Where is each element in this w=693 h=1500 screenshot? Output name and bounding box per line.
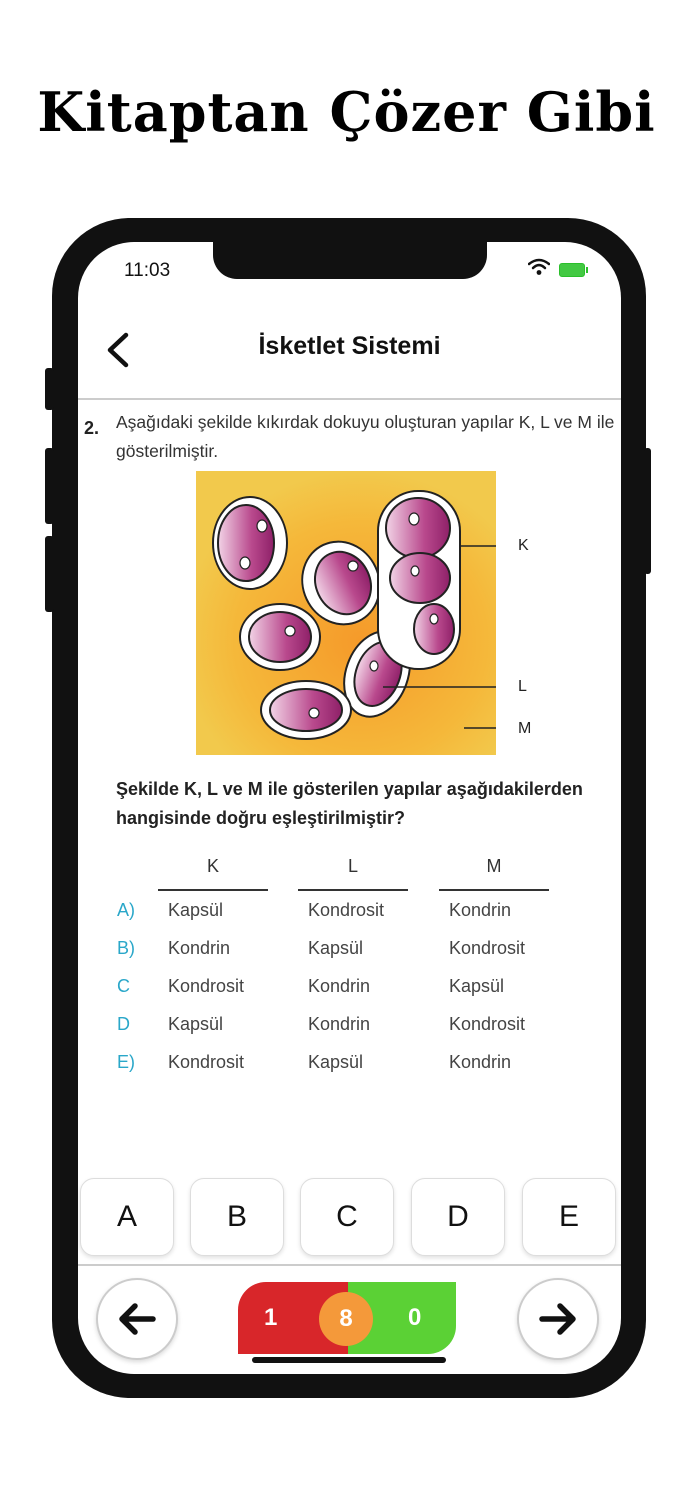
status-time: 11:03 xyxy=(124,260,171,281)
column-header-l: L xyxy=(347,856,358,876)
volume-up-button xyxy=(45,448,54,524)
column-header-k: K xyxy=(206,856,219,876)
option-letter: A) xyxy=(117,900,135,920)
correct-count: 0 xyxy=(408,1304,422,1331)
answer-button-a[interactable]: A xyxy=(80,1178,174,1256)
option-letter: B) xyxy=(117,938,135,958)
option-cell-k: Kondrin xyxy=(168,938,231,958)
power-button xyxy=(644,448,651,574)
figure-label-l: L xyxy=(518,678,527,695)
volume-down-button xyxy=(45,536,54,612)
header-divider xyxy=(78,398,621,400)
home-indicator xyxy=(252,1357,446,1363)
column-underline xyxy=(298,889,408,891)
next-question-button[interactable] xyxy=(517,1278,599,1360)
option-cell-k: Kondrosit xyxy=(168,1052,245,1072)
figure-label-k: K xyxy=(518,537,529,554)
question-text: Aşağıdaki şekilde kıkırdak dokuyu oluşturan yapılar K, L ve M ile gösterilmiştir. xyxy=(116,412,615,461)
answer-button-b[interactable]: B xyxy=(190,1178,284,1256)
wrong-count: 1 xyxy=(264,1304,278,1331)
answer-button-e[interactable]: E xyxy=(522,1178,616,1256)
app-screen xyxy=(78,242,621,1374)
mute-switch xyxy=(45,368,54,410)
battery-icon xyxy=(559,263,585,277)
option-cell-m: Kondrosit xyxy=(449,938,526,958)
option-cell-k: Kapsül xyxy=(168,900,224,920)
column-underline xyxy=(158,889,268,891)
option-cell-l: Kondrin xyxy=(308,1014,371,1034)
option-cell-l: Kondrin xyxy=(308,976,371,996)
option-letter: E) xyxy=(117,1052,135,1072)
column-underline xyxy=(439,889,549,891)
option-cell-l: Kapsül xyxy=(308,1052,364,1072)
question-prompt: Şekilde K, L ve M ile gösterilen yapılar aşağıdakilerden hangisinde doğru eşleştirilmiştir? xyxy=(116,779,583,828)
option-cell-l: Kondrosit xyxy=(308,900,385,920)
previous-question-button[interactable] xyxy=(96,1278,178,1360)
figure-label-m: M xyxy=(518,720,532,737)
option-cell-l: Kapsül xyxy=(308,938,364,958)
footer-divider xyxy=(78,1264,621,1266)
column-header-m: M xyxy=(486,856,502,876)
remaining-count: 8 xyxy=(319,1292,373,1346)
promo-headline: Kitaptan Çözer Gibi xyxy=(37,80,656,144)
option-cell-m: Kondrin xyxy=(449,1052,512,1072)
option-cell-m: Kondrin xyxy=(449,900,512,920)
arrow-right-icon xyxy=(536,1297,580,1341)
option-cell-k: Kapsül xyxy=(168,1014,224,1034)
option-letter: C xyxy=(117,976,130,996)
cartilage-figure xyxy=(196,471,496,755)
question-number: 2. xyxy=(84,418,100,438)
score-indicator xyxy=(238,1282,456,1354)
option-cell-k: Kondrosit xyxy=(168,976,245,996)
answer-button-c[interactable]: C xyxy=(300,1178,394,1256)
wifi-icon xyxy=(528,258,550,276)
notch xyxy=(213,242,487,279)
option-cell-m: Kapsül xyxy=(449,976,505,996)
answer-button-d[interactable]: D xyxy=(411,1178,505,1256)
arrow-left-icon xyxy=(115,1297,159,1341)
page-title: İsketlet Sistemi xyxy=(258,332,441,360)
option-letter: D xyxy=(117,1014,130,1034)
option-cell-m: Kondrosit xyxy=(449,1014,526,1034)
